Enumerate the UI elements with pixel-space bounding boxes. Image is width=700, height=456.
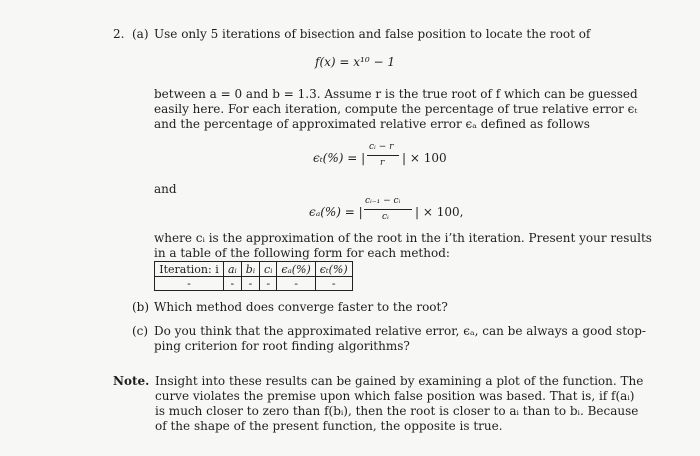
- eq-a-rhs: | × 100,: [415, 205, 464, 219]
- note-line4: of the shape of the present function, the opposite is true.: [155, 419, 503, 433]
- where-line2: in a table of the following form for each method:: [154, 246, 450, 260]
- part-a-line2: easily here. For each iteration, compute the percentage of true relative error ϵₜ: [154, 102, 638, 116]
- part-b-text: Which method does converge faster to the root?: [154, 300, 448, 314]
- eq-a-fraction-bar: [364, 209, 412, 210]
- table-header-cell: aᵢ: [224, 262, 242, 277]
- table-cell: -: [315, 277, 352, 291]
- table-header-row: [155, 262, 353, 277]
- eq-t-fraction-bar: [367, 155, 399, 156]
- problem-number: 2.: [113, 27, 125, 41]
- results-table: [154, 261, 353, 291]
- eq-a-numerator: cᵢ₋₁ − cᵢ: [365, 196, 401, 206]
- table-header-cell: bᵢ: [241, 262, 259, 277]
- where-line1: where cᵢ is the approximation of the root in the i’th iteration. Present your results: [154, 231, 652, 245]
- eq-a-lhs: ϵₐ(%) = |: [309, 205, 363, 219]
- table-header-cell: cᵢ: [260, 262, 277, 277]
- eq-t-lhs: ϵₜ(%) = |: [313, 151, 366, 165]
- part-a-intro: Use only 5 iterations of bisection and false position to locate the root of: [154, 27, 591, 41]
- table-cell: -: [260, 277, 277, 291]
- table-cell: -: [155, 277, 224, 291]
- table-row: [155, 277, 353, 291]
- table-cell: -: [277, 277, 315, 291]
- note-line1: Insight into these results can be gained by examining a plot of the function. The: [155, 374, 644, 388]
- part-a-label: (a): [132, 27, 149, 41]
- part-c-label: (c): [132, 324, 149, 338]
- part-b-label: (b): [132, 300, 150, 314]
- part-a-line1: between a = 0 and b = 1.3. Assume r is the true root of f which can be guessed: [154, 87, 638, 101]
- part-c-line1: Do you think that the approximated relative error, ϵₐ, can be always a good stop-: [154, 324, 646, 338]
- note-line2: curve violates the premise upon which false position was based. That is, if f(aᵢ): [155, 389, 635, 403]
- table-header-cell: ϵₐ(%): [277, 262, 315, 277]
- eq-t-denominator: r: [380, 158, 385, 168]
- part-a-line3: and the percentage of approximated relative error ϵₐ defined as follows: [154, 117, 590, 131]
- eq-t-numerator: cᵢ − r: [369, 142, 394, 152]
- and-text: and: [154, 182, 177, 196]
- table-header-cell: ϵₜ(%): [315, 262, 352, 277]
- table-header-cell: Iteration: i: [155, 262, 224, 277]
- table-cell: -: [241, 277, 259, 291]
- part-c-line2: ping criterion for root finding algorithms?: [154, 339, 410, 353]
- table-cell: -: [224, 277, 242, 291]
- function-equation: f(x) = x¹⁰ − 1: [315, 55, 395, 69]
- eq-t-rhs: | × 100: [402, 151, 447, 165]
- note-label: Note.: [113, 374, 150, 388]
- eq-a-denominator: cᵢ: [382, 212, 389, 222]
- note-line3: is much closer to zero than f(bᵢ), then the root is closer to aᵢ than to bᵢ. Because: [155, 404, 639, 418]
